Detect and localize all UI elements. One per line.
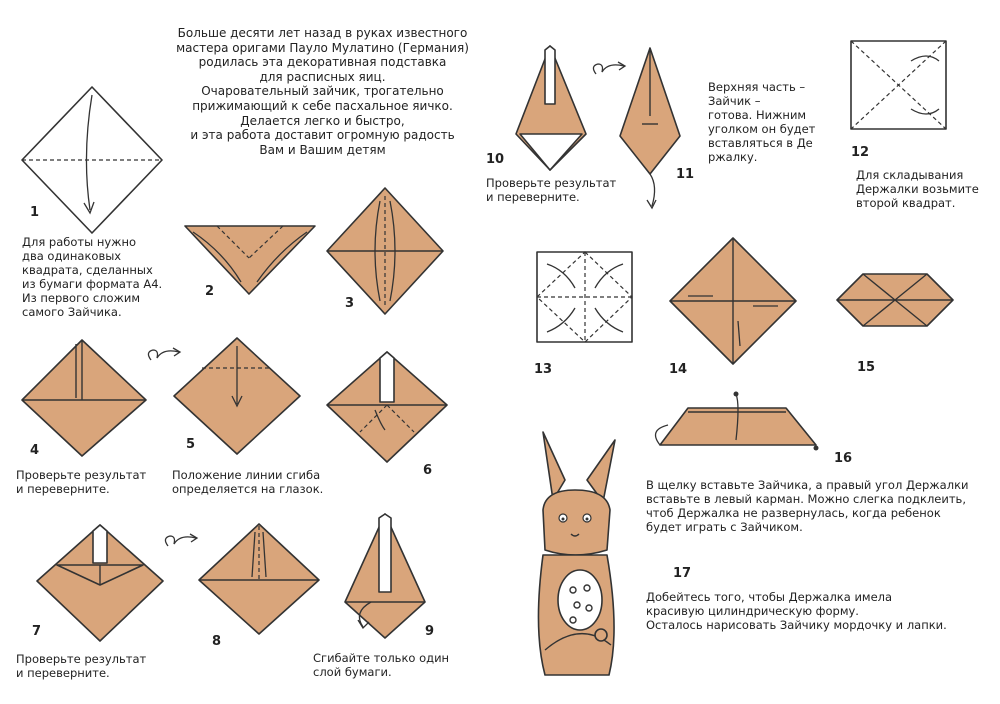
step-6-number: 6 bbox=[423, 463, 433, 478]
step-13-number: 13 bbox=[534, 362, 553, 377]
step-7-number: 7 bbox=[32, 624, 42, 639]
step-5-caption: Положение линии сгиба определяется на глазок. bbox=[172, 468, 324, 496]
step-1-caption: Для работы нужно два одинаковых квадрата, сделанных из бумаги формата А4. Из первого сложим самого Зайчика. bbox=[22, 235, 163, 319]
step-12-caption: Для складывания Держалки возьмите второй квадрат. bbox=[856, 168, 979, 210]
step-1-figure bbox=[20, 85, 170, 235]
step-4-caption: Проверьте результат и переверните. bbox=[16, 468, 147, 496]
step-12-number: 12 bbox=[851, 145, 870, 160]
step-14-figure bbox=[668, 236, 798, 366]
step-2-number: 2 bbox=[205, 284, 215, 299]
step-17-caption: Добейтесь того, чтобы Держалка имела красивую цилиндрическую форму. Осталось нарисовать Зайчику мордочку и лапки. bbox=[646, 590, 947, 632]
step-10-caption: Проверьте результат и переверните. bbox=[486, 176, 617, 204]
step-15-figure bbox=[835, 270, 955, 330]
step-11-number: 11 bbox=[676, 167, 695, 182]
step-3-figure bbox=[325, 186, 445, 316]
step-10-figure bbox=[514, 44, 589, 172]
step-15-number: 15 bbox=[857, 360, 876, 375]
step-4-figure bbox=[20, 338, 150, 458]
step-9-figure bbox=[343, 512, 428, 642]
step-8-number: 8 bbox=[212, 634, 222, 649]
step-10-number: 10 bbox=[486, 152, 505, 167]
step-1-number: 1 bbox=[30, 205, 40, 220]
step-14-number: 14 bbox=[669, 362, 688, 377]
step-9-number: 9 bbox=[425, 624, 435, 639]
step-16-figure bbox=[648, 390, 828, 460]
step-17-bunny-figure bbox=[525, 430, 630, 680]
flip-arrow-icon bbox=[160, 532, 202, 552]
step-11-figure bbox=[618, 46, 683, 211]
step-7-figure bbox=[35, 523, 165, 643]
step-8-figure bbox=[197, 522, 322, 637]
intro-text: Больше десяти лет назад в руках известного мастера оригами Пауло Мулатино (Германия) родилась эта декоративная подставка для расписных яиц. Очаровательный зайчик, трогательно прижимающий к себе пасхальное яичко. Делается легко и быстро, и эта работа доставит огромную радость Вам и Вашим детям bbox=[176, 26, 469, 157]
step-7-caption: Проверьте результат и переверните. bbox=[16, 652, 147, 680]
step-16-caption: В щелку вставьте Зайчика, а правый угол Держалки вставьте в левый карман. Можно слегка подклеить, чтоб Держалка не развернулась, когда ребенок будет играть с Зайчиком. bbox=[646, 478, 969, 534]
step-11-caption: Верхняя часть – Зайчик – готова. Нижним уголком он будет вставляться в Де ржалку. bbox=[708, 80, 816, 164]
step-16-number: 16 bbox=[834, 451, 853, 466]
step-4-number: 4 bbox=[30, 443, 40, 458]
step-17-number: 17 bbox=[673, 566, 692, 581]
step-5-number: 5 bbox=[186, 437, 196, 452]
step-6-figure bbox=[325, 350, 450, 465]
step-9-caption: Сгибайте только один слой бумаги. bbox=[313, 651, 450, 679]
step-13-figure bbox=[535, 250, 635, 345]
step-2-figure bbox=[183, 222, 318, 297]
step-3-number: 3 bbox=[345, 296, 355, 311]
step-12-figure bbox=[849, 39, 949, 131]
